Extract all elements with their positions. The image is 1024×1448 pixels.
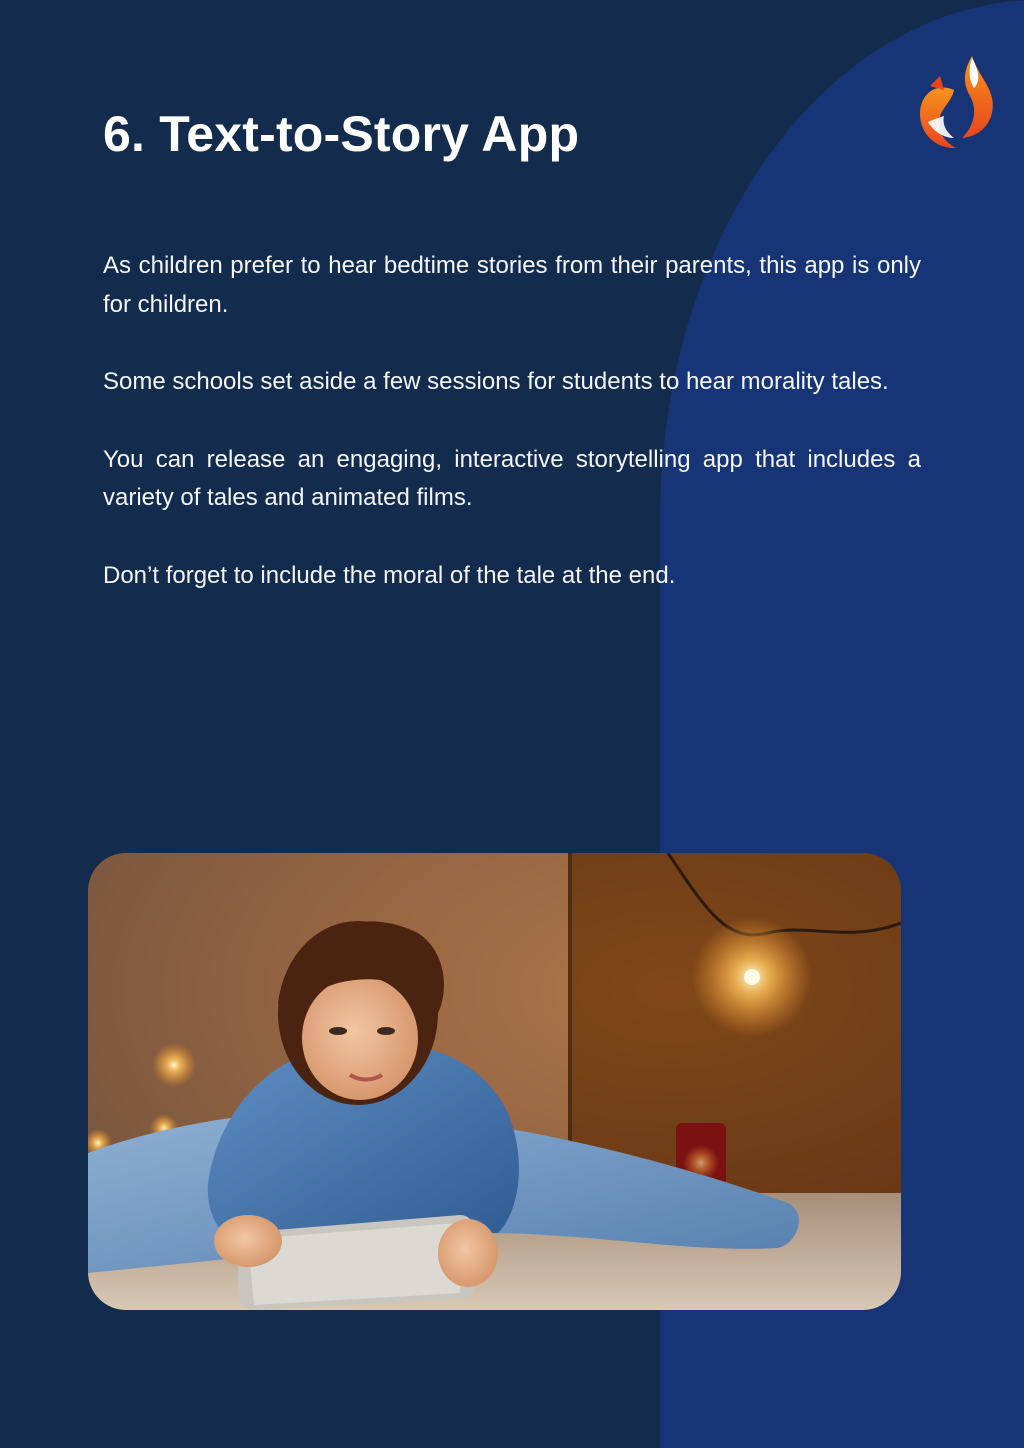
child-with-tablet-photo: [88, 853, 901, 1310]
page-title: 6. Text-to-Story App: [103, 106, 580, 162]
paragraph: As children prefer to hear bedtime stories from their parents, this app is only for children.: [103, 252, 921, 318]
fox-flame-logo-icon: [914, 52, 998, 152]
paragraph: Some schools set aside a few sessions for students to hear morality tales.: [103, 368, 889, 395]
body-text: [103, 247, 921, 634]
paragraph: You can release an engaging, interactive storytelling app that includes a variety of tales and animated films.: [103, 445, 921, 511]
paragraph: Don’t forget to include the moral of the tale at the end.: [103, 561, 676, 589]
